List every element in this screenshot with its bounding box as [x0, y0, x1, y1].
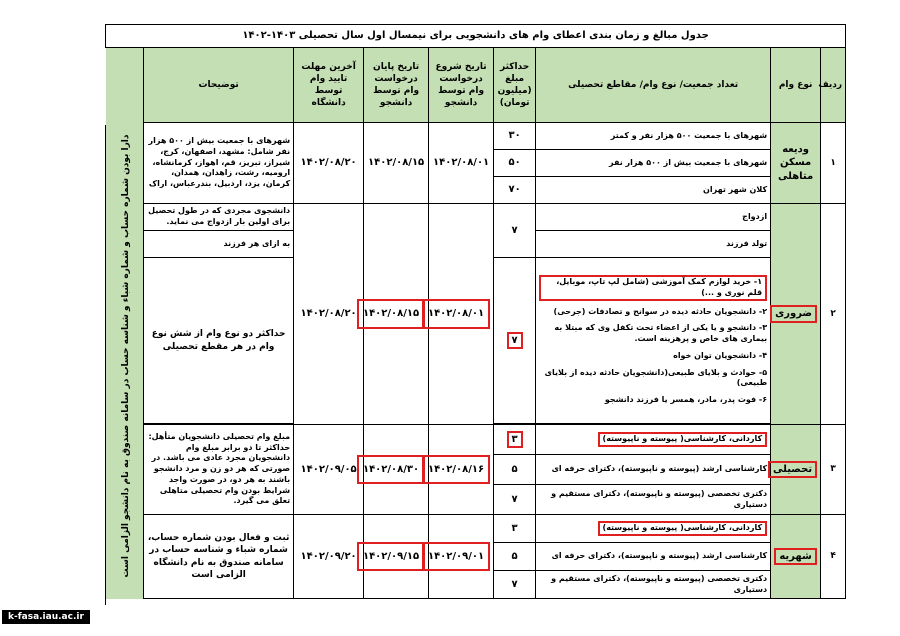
- row3-amount-1: [494, 425, 536, 455]
- row4-deadline: ۱۴۰۲/۰۹/۲۰: [294, 515, 364, 599]
- row3-start-value: ۱۴۰۲/۰۸/۱۶: [422, 455, 490, 485]
- row1-type: ودیعه مسکن متاهلی: [771, 123, 821, 204]
- row2-note-a2: به ازای هر فرزند: [144, 231, 294, 258]
- row3-notes: مبلغ وام تحصیلی دانشجویان متأهل: حداکثر تا دو برابر مبلغ وام دانشجویان مجرد عادی می باشد. در صورتی که هر دو زن و مرد دانشجو باشند به هر دو، در صورت واجد شرایط بودن وام تحصیلی متاهلی تعلق می گیرد.: [144, 425, 294, 515]
- row4-item-3: دکتری تخصصی (پیوسته و ناپیوسته)، دکترای مستقیم و دستیاری: [536, 571, 771, 599]
- header-count: تعداد جمعیت/ نوع وام/ مقاطع تحصیلی: [536, 48, 771, 123]
- header-deadline: آخرین مهلت تایید وام توسط دانشگاه: [294, 48, 364, 123]
- row4-type: [771, 515, 821, 599]
- row3-amount-1-value: ۳: [507, 431, 523, 449]
- row4-type-label: شهریه: [774, 548, 816, 566]
- row3-type: [771, 425, 821, 515]
- row3-item-1: [536, 425, 771, 455]
- row2-bullet-3: ۳- دانشجو و یا یکی از اعضاء تحت تکفل وی که مبتلا به بیماری های خاص و پرهزینه است.: [554, 323, 768, 344]
- row1-item-3: کلان شهر تهران: [536, 177, 771, 204]
- row1-amount-1: ۳۰: [494, 123, 536, 150]
- row2-end: [364, 204, 429, 425]
- row2-type: [771, 204, 821, 425]
- row3-amount-3: ۷: [494, 485, 536, 515]
- row4-amount-1: ۳: [494, 515, 536, 543]
- row1-item-2: شهرهای با جمعیت بیش از ۵۰۰ هزار نفر: [536, 150, 771, 177]
- row3-type-label: تحصیلی: [768, 461, 817, 479]
- row2-deadline: ۱۴۰۲/۰۸/۲۰: [294, 204, 364, 425]
- row4-end: [364, 515, 429, 599]
- header-start: تاریخ شروع درخواست وام توسط دانشجو: [429, 48, 494, 123]
- row4-item-1: [536, 515, 771, 543]
- header-type: نوع وام: [771, 48, 821, 123]
- row2-note-b: حداکثر دو نوع وام از شش نوع وام در هر مقطع تحصیلی: [144, 258, 294, 424]
- row4-notes: ثبت و فعال بودن شماره حساب، شماره شباء و شناسه حساب در سامانه صندوق به نام دانشگاه الزامی است: [144, 515, 294, 599]
- row2-bullet-4: ۴- دانشجویان توان خواه: [673, 350, 768, 360]
- row3-item-2: کارشناسی ارشد (پیوسته و ناپیوسته)، دکترای حرفه ای: [536, 455, 771, 485]
- row2-start-value: ۱۴۰۲/۰۸/۰۱: [422, 299, 490, 329]
- row3-radif: ۳: [821, 425, 846, 515]
- loan-table: [105, 24, 846, 599]
- side-note: دارا بودن شماره حساب و شماره شباء و شناسه حساب در سامانه صندوق به نام دانشجو الزامی است: [121, 134, 131, 578]
- row1-notes: شهرهای با جمعیت بیش از ۵۰۰ هزار نفر شامل: مشهد، اصفهان، کرج، شیراز، تبریز، قم، اهواز، کرمانشاه، ارومیه، رشت، زاهدان، همدان، کرمان، یزد، اردبیل، بندرعباس، اراک: [144, 123, 294, 204]
- table-title: جدول مبالغ و زمان بندی اعطای وام های دانشجویی برای نیمسال اول سال تحصیلی ۱۴۰۳-۱۴۰۲: [106, 25, 846, 48]
- row2-item-marriage: ازدواج: [536, 204, 771, 231]
- row4-end-value: ۱۴۰۲/۰۹/۱۵: [357, 542, 425, 572]
- row1-item-1: شهرهای با جمعیت ۵۰۰ هزار نفر و کمتر: [536, 123, 771, 150]
- row2-bullet-5: ۵- حوادث و بلایای طبیعی(دانشجویان حادثه دیده از بلایای طبیعی): [544, 367, 768, 388]
- row3-deadline: ۱۴۰۲/۰۹/۰۵: [294, 425, 364, 515]
- row2-amount-b: [494, 258, 536, 424]
- row2-amount-b-value: ۷: [507, 332, 523, 350]
- row1-amount-2: ۵۰: [494, 150, 536, 177]
- row3-item-3: دکتری تخصصی (پیوسته و ناپیوسته)، دکترای مستقیم و دستیاری: [536, 485, 771, 515]
- row2-bullet-6: ۶- فوت پدر، مادر، همسر یا فرزند دانشجو: [604, 395, 768, 405]
- row2-bullet-2: ۲- دانشجویان حادثه دیده در سوانح و تصادفات (جرحی): [553, 306, 768, 316]
- row4-start-value: ۱۴۰۲/۰۹/۰۱: [422, 542, 490, 572]
- row1-deadline: ۱۴۰۲/۰۸/۲۰: [294, 123, 364, 204]
- header-max: حداکثر مبلغ (میلیون تومان): [494, 48, 536, 123]
- side-note-column: [105, 125, 144, 605]
- loan-table-frame: [105, 24, 845, 606]
- row4-item-2: کارشناسی ارشد (پیوسته و ناپیوسته)، دکترای حرفه ای: [536, 543, 771, 571]
- row2-end-value: ۱۴۰۲/۰۸/۱۵: [357, 299, 425, 329]
- row2-bullet-1: ۱- خرید لوازم کمک آموزشی (شامل لپ تاپ، موبایل، قلم نوری و ...): [539, 272, 767, 304]
- row3-item-1-label: کاردانی، کارشناسی( پیوسته و ناپیوسته): [598, 432, 768, 447]
- row2-start: [429, 204, 494, 425]
- row2-amount-a: ۷: [494, 204, 536, 258]
- row2-note-a1: دانشجوی مجردی که در طول تحصیل برای اولین بار ازدواج می نماید.: [144, 204, 294, 231]
- row3-start: [429, 425, 494, 515]
- header-notes: توضیحات: [144, 48, 294, 123]
- header-radif: ردیف: [821, 48, 846, 123]
- row3-amount-2: ۵: [494, 455, 536, 485]
- row4-amount-3: ۷: [494, 571, 536, 599]
- site-label: k-fasa.iau.ac.ir: [2, 610, 90, 624]
- header-end: تاریخ پایان درخواست وام توسط دانشجو: [364, 48, 429, 123]
- row4-start: [429, 515, 494, 599]
- row2-radif: ۲: [821, 204, 846, 425]
- row4-item-1-label: کاردانی، کارشناسی( پیوسته و ناپیوسته): [598, 521, 768, 536]
- row1-start: ۱۴۰۲/۰۸/۰۱: [429, 123, 494, 204]
- row1-radif: ۱: [821, 123, 846, 204]
- row2-bullets: [536, 258, 771, 424]
- row4-radif: ۴: [821, 515, 846, 599]
- row2-item-child: تولد فرزند: [536, 231, 771, 258]
- row2-type-label: ضروری: [770, 305, 817, 323]
- row4-amount-2: ۵: [494, 543, 536, 571]
- row3-end-value: ۱۴۰۲/۰۸/۳۰: [357, 455, 425, 485]
- row3-end: [364, 425, 429, 515]
- row1-amount-3: ۷۰: [494, 177, 536, 204]
- row1-end: ۱۴۰۲/۰۸/۱۵: [364, 123, 429, 204]
